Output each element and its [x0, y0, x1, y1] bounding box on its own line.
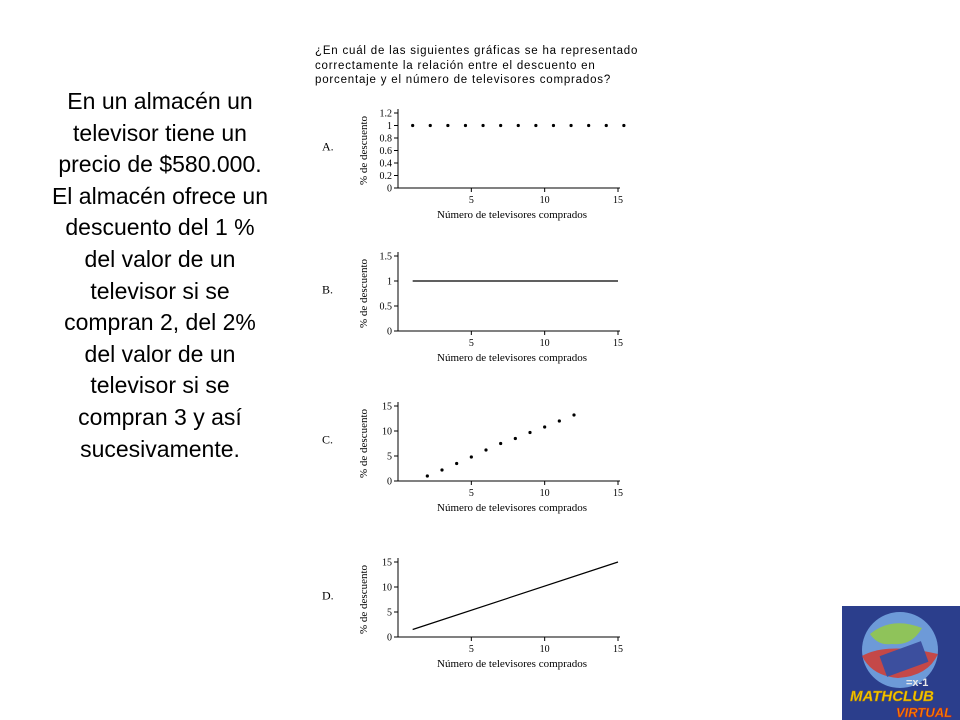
chart-1-x-tick-label: 10	[539, 195, 550, 206]
chart-1-y-tick-label: 0.6	[379, 146, 392, 157]
problem-statement: En un almacén un televisor tiene un precio de $580.000. El almacén ofrece un descuento del 1 % del valor de un televisor si se compran 2, del 2% del valor de un televisor si se compran 3 y así sucesivamente.	[51, 88, 269, 462]
chart-1-x-tick-label: 15	[613, 195, 623, 206]
chart-4-y-tick-label: 0	[387, 632, 392, 644]
chart-1-y-tick-label: 0	[387, 183, 392, 195]
question-prompt: ¿En cuál de las siguientes gráficas se ha representado correctamente la relación entre el descuento en porcentaje y el número de televisores comprados?	[315, 45, 639, 86]
chart-1-data-point	[605, 124, 608, 127]
chart-3-data-point	[455, 462, 458, 465]
chart-3-data-point	[528, 431, 531, 434]
chart-2-y-tick-label: 0.5	[379, 301, 392, 313]
chart-1-data-point	[499, 124, 502, 127]
chart-4-y-axis-label: % de descuento	[358, 564, 370, 635]
chart-3-y-tick-label: 5	[387, 451, 392, 463]
logo-title: MATHCLUB	[850, 688, 934, 705]
chart-1-y-tick-label: 1	[387, 121, 392, 132]
chart-1-data-point	[411, 124, 414, 127]
chart-1-data-point	[569, 124, 572, 127]
chart-3-y-tick-label: 10	[382, 426, 392, 438]
chart-1-data-point	[552, 124, 555, 127]
chart-3-y-axis-label: % de descuento	[358, 408, 370, 479]
chart-3-data-point	[470, 455, 473, 458]
chart-3-x-tick-label: 5	[468, 488, 474, 499]
chart-2-x-axis-label: Número de televisores comprados	[437, 352, 587, 364]
chart-2-y-tick-label: 0	[387, 326, 392, 338]
chart-1-y-tick-label: 1.2	[379, 108, 392, 120]
chart-4-series-line	[413, 562, 618, 630]
chart-2-y-axis-label: % de descuento	[358, 258, 370, 329]
chart-1-y-tick-label: 0.4	[379, 158, 392, 170]
chart-3-data-point	[543, 425, 546, 428]
chart-2-x-tick-label: 10	[539, 338, 550, 349]
chart-3-data-point	[499, 442, 502, 445]
chart-1-data-point	[464, 124, 467, 127]
chart-4-y-tick-label: 5	[387, 607, 392, 619]
chart-1-data-point	[622, 124, 625, 127]
chart-1-x-axis-label: Número de televisores comprados	[437, 209, 587, 221]
chart-1-y-axis-label: % de descuento	[358, 115, 370, 186]
chart-3-option-label: C.	[322, 432, 334, 447]
chart-4-option-label: D.	[322, 588, 334, 603]
chart-3-x-axis-label: Número de televisores comprados	[437, 502, 587, 514]
chart-2-y-tick-label: 1.5	[379, 251, 392, 263]
chart-3-data-point	[514, 437, 517, 440]
chart-3-data-point	[484, 448, 487, 451]
chart-1-data-point	[446, 124, 449, 127]
mathclub-logo	[842, 606, 960, 720]
logo-subtitle: VIRTUAL	[896, 705, 953, 720]
chart-3-data-point	[426, 474, 429, 477]
chart-2-option-label: B.	[322, 282, 334, 297]
chart-3-data-point	[572, 413, 575, 416]
chart-1-data-point	[429, 124, 432, 127]
chart-1-option-label: A.	[322, 139, 334, 154]
chart-2-x-tick-label: 5	[468, 338, 474, 349]
chart-2-x-tick-label: 15	[613, 338, 623, 349]
chart-3-x-tick-label: 15	[613, 488, 623, 499]
chart-1-y-tick-label: 0.2	[379, 171, 392, 182]
chart-3-y-tick-label: 0	[387, 476, 392, 488]
chart-1-data-point	[534, 124, 537, 127]
chart-3-data-point	[558, 419, 561, 422]
chart-3-x-tick-label: 10	[539, 488, 550, 499]
chart-4-x-tick-label: 10	[539, 644, 550, 655]
chart-4-y-tick-label: 15	[382, 557, 392, 569]
chart-1-data-point	[587, 124, 590, 127]
chart-2-y-tick-label: 1	[387, 276, 392, 288]
chart-4-y-tick-label: 10	[382, 582, 392, 594]
chart-1-data-point	[481, 124, 484, 127]
chart-4-x-tick-label: 5	[468, 644, 474, 655]
chart-3-data-point	[440, 468, 443, 471]
logo-formula: =x-1	[906, 677, 929, 689]
chart-1-data-point	[517, 124, 520, 127]
chart-4-x-tick-label: 15	[613, 644, 623, 655]
chart-1-y-tick-label: 0.8	[379, 133, 392, 145]
chart-3-y-tick-label: 15	[382, 401, 392, 413]
chart-4-x-axis-label: Número de televisores comprados	[437, 658, 587, 670]
chart-1-x-tick-label: 5	[468, 195, 474, 206]
